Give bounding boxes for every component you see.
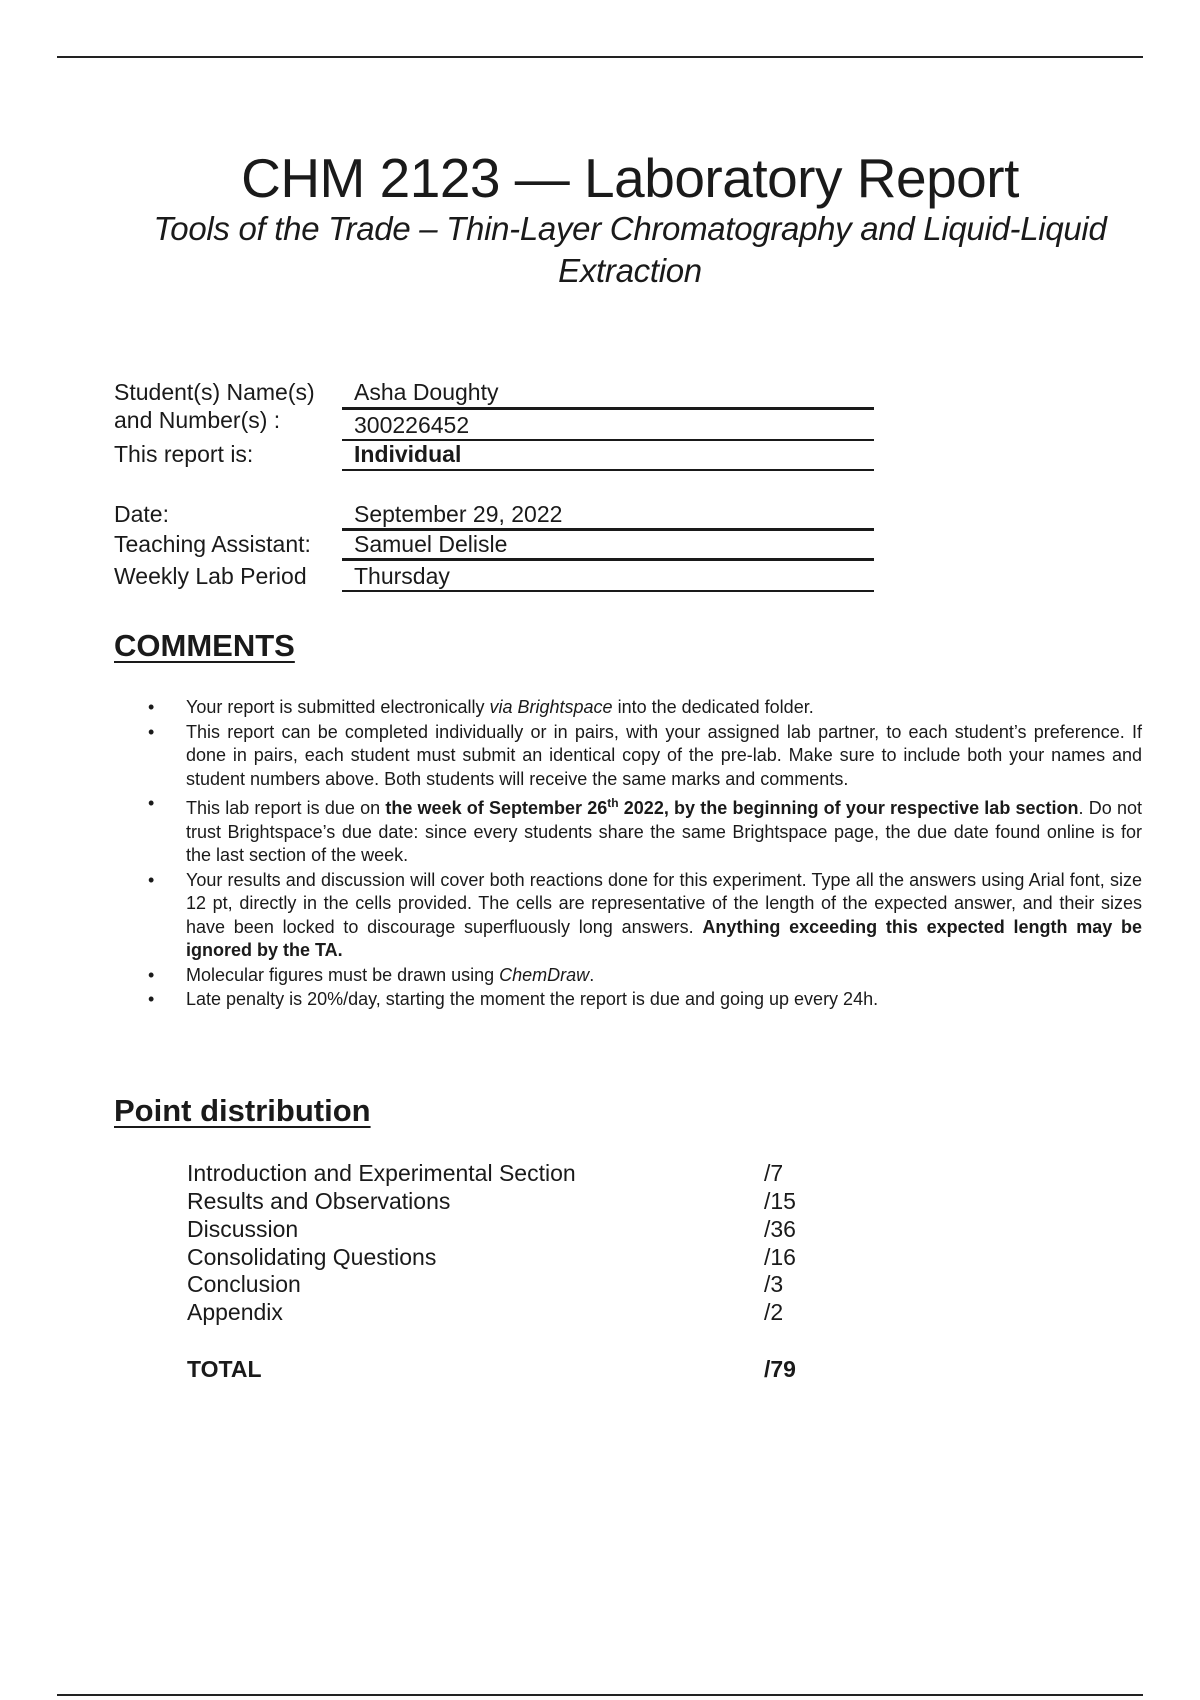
- comments-heading: COMMENTS: [114, 628, 295, 663]
- comments-list: [148, 696, 1142, 1013]
- page-title: CHM 2123 — Laboratory Report: [241, 147, 1019, 209]
- report-type-field[interactable]: Individual: [354, 441, 462, 467]
- points-row-value: /15: [764, 1188, 796, 1214]
- report-type-underline: [342, 469, 874, 471]
- period-label: Weekly Lab Period: [114, 563, 307, 589]
- points-row-label: Appendix: [187, 1299, 283, 1325]
- subtitle-line-2: Extraction: [558, 252, 702, 289]
- date-label: Date:: [114, 501, 169, 527]
- bullet-icon: •: [148, 964, 155, 985]
- period-underline: [342, 590, 874, 592]
- bullet-icon: •: [148, 721, 155, 742]
- report-type-label: This report is:: [114, 441, 254, 467]
- comment-item-3: • This lab report is due on the week of September 26th 2022, by the beginning of your respective lab section. Do not trust Brightspace’s due date: since every students share the same Brightspace page, the due date found online is for the last section of the week.: [148, 793, 1142, 865]
- points-row-label: Consolidating Questions: [187, 1244, 437, 1270]
- subtitle-line-1: Tools of the Trade – Thin-Layer Chromatography and Liquid-Liquid: [153, 210, 1107, 247]
- comment-item-6: • Late penalty is 20%/day, starting the moment the report is due and going up every 24h.: [148, 988, 1142, 1012]
- comment-item-4: • Your results and discussion will cover both reactions done for this experiment. Type all the answers using Arial font, size 12 pt, directly in the cells provided. The cells are representative of the length of the expected answer, and their sizes have been locked to discourage superfluously long answers. Anything exceeding this expected length may be ignored by the TA.: [148, 869, 1142, 960]
- page-subtitle: [118, 208, 1142, 292]
- comment-item-1: • Your report is submitted electronically via Brightspace into the dedicated folder.: [148, 696, 1142, 720]
- points-row-label: Conclusion: [187, 1271, 301, 1297]
- points-row-value: /3: [764, 1271, 784, 1297]
- comment-item-5: • Molecular figures must be drawn using ChemDraw.: [148, 964, 1142, 988]
- points-row-value: /16: [764, 1244, 796, 1270]
- bullet-icon: •: [148, 989, 155, 1009]
- date-field[interactable]: September 29, 2022: [354, 501, 563, 527]
- points-row-label: Introduction and Experimental Section: [187, 1160, 576, 1186]
- student-name-underline: [342, 407, 874, 410]
- points-row-value: /2: [764, 1299, 784, 1325]
- points-total-label: TOTAL: [187, 1356, 262, 1382]
- points-total-value: /79: [764, 1356, 796, 1382]
- ta-label: Teaching Assistant:: [114, 531, 311, 557]
- bullet-icon: •: [148, 869, 155, 890]
- period-field[interactable]: Thursday: [354, 563, 450, 589]
- bottom-rule: [57, 1694, 1143, 1696]
- points-heading: Point distribution: [114, 1093, 371, 1128]
- student-label-line-1: Student(s) Name(s): [114, 379, 315, 405]
- ta-underline: [342, 558, 874, 561]
- points-row-label: Discussion: [187, 1216, 299, 1242]
- comment-item-2: • This report can be completed individually or in pairs, with your assigned lab partner, to each student’s preference. If done in pairs, each student must submit an identical copy of the pre-lab. Make sure to include both your names and student numbers above. Both students will receive the same marks and comments.: [148, 721, 1142, 789]
- bullet-icon: •: [148, 697, 155, 717]
- points-row-label: Results and Observations: [187, 1188, 451, 1214]
- points-row-value: /7: [764, 1160, 784, 1186]
- student-number-field[interactable]: 300226452: [354, 412, 470, 438]
- ta-field[interactable]: Samuel Delisle: [354, 531, 508, 557]
- student-label-line-2: and Number(s) :: [114, 407, 281, 433]
- student-name-field[interactable]: Asha Doughty: [354, 379, 499, 405]
- top-rule: [57, 56, 1143, 58]
- points-row-value: /36: [764, 1216, 796, 1242]
- bullet-icon: •: [148, 793, 155, 813]
